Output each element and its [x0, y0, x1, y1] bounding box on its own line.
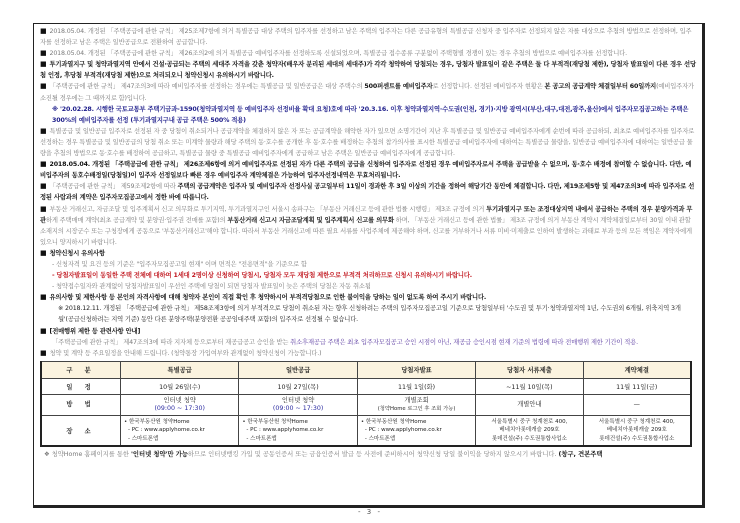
table-cell: 10월 27일(목) — [239, 378, 357, 394]
table-cell: 개별안내 — [476, 394, 583, 415]
footnote: ❖ 청약Home 홈페이지를 통한 '인터넷 청약'만 가능하므로 인터넷뱅킹 가입 및 공동인증서 또는 금융인증서 발급 등 사전에 준비하시어 청약신청 당일 불이익을 당하지 않으시기 바랍니다. (창구, 견본주택 — [44, 450, 603, 458]
schedule-table — [40, 361, 692, 447]
table-cell: — — [583, 394, 691, 415]
row-header: 일 정 — [41, 378, 121, 394]
notice-item: ■ 특별공급 및 일반공급 입주자로 선정된 자 중 당첨이 취소되거나 공급계약을 체결하지 않은 자 또는 공급계약을 해약한 자가 있으면 소명기간이 지난 후 특별공급 및 일반공급 예비입주자에게 순번에 따라 공급하되, 최초로 예비입주자를 입주자로 선정하는 경우 특별공급 및 일반공급의 당첨 취소 또는 미계약 물량과 해당 주택의 동·호수를 공개한 후 동·호수를 배정하는 추첨의 참가의사를 표시한 특별공급 예비입주자에 대하여는 특별공급 물량을, 일반공급 예비입주자에 대하여는 일반공급 물량을 추첨의 방법으로 동·호수를 배정하여 공급하고, 특별공급 물량 중 특별공급 예비입주자에게 공급하고 남은 주택은 일반공급 예비입주자에게 공급합니다. — [40, 126, 695, 158]
column-header: 당첨자발표 — [357, 361, 475, 378]
square-bullet-icon: ■ — [40, 160, 47, 169]
table-cell: 서울특별시 중구 청계천로 400, 베네치아롯데캐슬 209호 롯데건설(주) 수도권통합사업소 — [476, 415, 583, 446]
notice-item: ■ 2018.05.04. 개정된 「주택공급에 관한 규칙」 제25조제7항에 의거 특별공급 대상 주택의 입주자를 선정하고 남은 주택의 입주자는 다른 공급유형의 특별공급 신청자 중 입주자로 선정되지 않은 자를 대상으로 추첨의 방법으로 선정하며, 입주자를 선정하고 남은 주택은 일반공급으로 전환하여 공급합니다. — [40, 27, 692, 47]
notice-subnote: ※ 2018.12.11. 개정된 「주택공급에 관한 규칙」 제58조제3항에 의거 부적격으로 당첨이 취소된 자는 향후 신청하려는 주택의 입주자모집공고일 기준으로 당첨일부터 '수도권 및 투기·청약과열지역 1년, 수도권외 6개월, 위축지역 3개월'(공급신청하려는 지역 기준) 동안 다른 분양주택(분양전환 공공임대주택 포함)의 입주자로 선정될 수 없습니다. — [58, 305, 681, 324]
row-header: 장 소 — [41, 415, 121, 446]
square-bullet-icon: ■ — [40, 204, 47, 213]
square-bullet-icon: ■ — [40, 27, 47, 35]
square-bullet-icon: ■ — [40, 49, 47, 58]
table-cell: 개별조회 (청약Home 로그인 후 조회 가능) — [357, 394, 475, 415]
column-header: 일반공급 — [239, 361, 357, 378]
applyhome-link[interactable]: - PC : www.applyhome.co.kr — [128, 427, 205, 434]
applyhome-link[interactable]: - PC : www.applyhome.co.kr — [364, 427, 442, 434]
table-row — [41, 394, 691, 415]
table-cell: • 한국부동산원 청약Home - PC : www.applyhome.co.kr - 스마트폰앱 — [357, 415, 475, 446]
table-cell: 11월 1일(화) — [357, 378, 475, 394]
square-bullet-icon: ■ — [40, 248, 47, 257]
notice-document — [33, 23, 705, 508]
table-cell: • 한국부동산원 청약Home - PC : www.applyhome.co.kr - 스마트폰앱 — [121, 415, 239, 446]
section-heading: ■ 청약신청시 유의사항 — [40, 248, 105, 257]
notice-subnote: ※ '20.02.28. 시행한 국토교통부 주택기금과-1590(청약과열지역 등 예비입주자 선정비율 확대 요청)호에 따라 '20.3.16. 이후 청약과열지역·수도권(인천, 경기)·지방 광역시(부산,대구,대전,광주,울산)에서 입주자모집공고하는 주택은 300%의 예비입주자를 선정 (투기과열지구내 공급 주택은 500% 적용) — [52, 105, 689, 124]
column-header: 계약체결 — [583, 361, 691, 378]
notice-item: ■ 유의사항 및 제한사항 등 본인의 자격사항에 대해 청약자 본인이 직접 확인 후 청약하시어 부적격당첨으로 인한 불이익을 당하는 일이 없도록 하여 주시기 바랍니다. — [40, 293, 487, 302]
square-bullet-icon: ■ — [40, 82, 47, 91]
table-cell: • 한국부동산원 청약Home - PC : www.applyhome.co.kr - 스마트폰앱 — [239, 415, 357, 446]
notice-item: ■ 「주택공급에 관한 규칙」 제59조제2항에 따라 주택의 공급계약은 입주자 및 예비입주자 선정사실 공고일부터 11일이 경과한 후 3일 이상의 기간을 정하여 해당기간 동안에 체결합니다. 다만, 제19조제5항 및 제47조의3에 따라 입주자로 선정된 사람과의 계약은 입주자모집공고에서 정한 바에 따릅니다. — [40, 182, 695, 202]
page-number: - 3 - — [358, 508, 382, 516]
square-bullet-icon: ■ — [40, 326, 47, 335]
resale-restriction-text: 「주택공급에 관한 규칙」 제47조의3에 따라 지자체 등으로부터 재공급공고 승인을 받는 취소후재공급 주택은 최초 입주자모집공고 승인 시점이 아닌, 재공급 승인시점 현재 기준의 법령에 따라 전매행위 제한 기간이 적용. — [52, 338, 638, 346]
table-cell: 서울특별시 중구 청계천로 400, 베네치아롯데캐슬 209호 롯데건설(주) 수도권통합사업소 — [583, 415, 691, 446]
square-bullet-icon: ■ — [40, 293, 47, 302]
caution-item: - 청약접수일자와 관계없이 당첨자발표일이 우선인 주택에 당첨이 되면 당첨자 발표일이 늦은 주택의 당첨은 자동 취소됨 — [52, 283, 371, 291]
notice-item: ■ 청약 및 계약 등 주요일정을 안내해 드립니다. (청약통장 가입여부와 관계없이 청약신청이 가능합니다.) — [40, 348, 322, 357]
table-row — [41, 378, 691, 394]
table-cell: 인터넷 청약 (09:00 ~ 17:30) — [239, 394, 357, 415]
square-bullet-icon: ■ — [40, 182, 47, 191]
notice-item: ■ 2018.05.04. 개정된 「주택공급에 관한 규칙」 제26조의2에 의거 특별공급 예비입주자를 선정하도록 신설되었으며, 특별공급 접수종류 구분없이 주택형별 경쟁이 있는 경우 추첨의 방법으로 예비입주자를 선정합니다. — [40, 49, 627, 58]
table-cell: 인터넷 청약 (09:00 ~ 17:30) — [121, 394, 239, 415]
notice-item: ■ 2018.05.04. 개정된 「주택공급에 관한 규칙」 제26조제6항에 의거 예비입주자로 선정된 자가 다른 주택의 공급을 신청하여 입주자로 선정된 경우 예비입주자로서 주택을 공급받을 수 없으며, 동·호수 배정에 참여할 수 없습니다. 다만, 예비입주자의 동호수배정일(당첨일)이 입주자 선정일보다 빠른 경우 예비입주자 계약체결은 가능하여 입주자선정내역은 무효처리됩니다. — [40, 160, 692, 180]
notice-item: ■ 부동산 거래신고, 자금조달 및 입주계획서 신고 의무화로 투기지역, 투기과열지구인 서울시 송파구는 「부동산 거래신고 등에 관한 법률 시행령」 제3조 규정에 의거 투기과열지구 또는 조정대상지역 내에서 공급하는 주택의 경우 분양가격과 무관하게 주택매매 계약(최초 공급계약 및 분양권·입주권 전매를 포함)의 부동산거래 신고시 자금조달계획 및 입주계획서 신고를 의무화 하며, 「부동산 거래신고 등에 관한 법률」 제3조 규정에 의거 부동산 계약시 계약체결일로부터 30일 이내 관할 소재지의 시장군수 또는 구청장에게 공동으로 '부동산거래신고'해야 합니다. 따라서 부동산 거래신고에 따른 필요 서류를 사업주체에 제공해야 하며, 신고를 거부하거나 서류 미비·미제출로 인하여 발생하는 과태료 부과 등의 모든 책임은 계약자에게 있으니 양지하시기 바랍니다. — [40, 204, 693, 246]
table-cell: 11월 11일(금) — [583, 378, 691, 394]
notice-item: ■ 「주택공급에 관한 규칙」 제47조의3에 따라 예비입주자를 선정하는 경우에는 특별공급 및 일반공급은 대상 주택수의 500퍼센트를 예비입주자로 선정합니다. 선정된 예비입주자 현황은 본 공고의 공급계약 체결일부터 60일까지(예비입주자가 소진될 경우에는 그 때까지로 함)입니다. — [40, 82, 694, 102]
caution-item-warning: - 당첨자발표일이 동일한 주택 전체에 대하여 1세대 2명이상 신청하여 당첨시, 당첨자 모두 재당첨 제한으로 부적격 처리하므로 신청시 유의하시기 바랍니다. — [52, 272, 473, 280]
square-bullet-icon: ■ — [40, 126, 47, 135]
caution-item: - 신청자격 및 요건 등의 기준은 "입주자모집공고일 현재" 이며 면적은 "전용면적"을 기준으로 함 — [52, 260, 307, 268]
column-header: 구 분 — [41, 361, 121, 378]
row-header: 방 법 — [41, 394, 121, 415]
table-row — [41, 415, 691, 446]
notice-item: ■ 투기과열지구 및 청약과열지역 안에서 건설·공급되는 주택의 세대주 자격을 갖춘 청약자(배우자 분리된 세대의 세대주)가 각각 청약하여 당첨되는 경우, 당첨자 발표일이 같은 주택은 둘 다 부적격(재당첨 제한), 당첨자 발표일이 다른 경우 선당첨 인정, 후당첨 부적격(재당첨 제한)으로 처리되오니 청약신청시 유의하시기 바랍니다. — [40, 60, 696, 80]
section-heading: ■ [전매행위 제한 등 관련사항 안내] — [40, 326, 141, 335]
square-bullet-icon: ■ — [40, 60, 47, 69]
column-header: 당첨자 서류제출 — [476, 361, 583, 378]
column-header: 특별공급 — [121, 361, 239, 378]
table-cell: ~11월 10일(목) — [476, 378, 583, 394]
applyhome-link[interactable]: - PC : www.applyhome.co.kr — [246, 427, 324, 434]
square-bullet-icon: ■ — [40, 348, 47, 357]
table-header-row — [41, 361, 691, 378]
table-cell: 10월 26일(수) — [121, 378, 239, 394]
